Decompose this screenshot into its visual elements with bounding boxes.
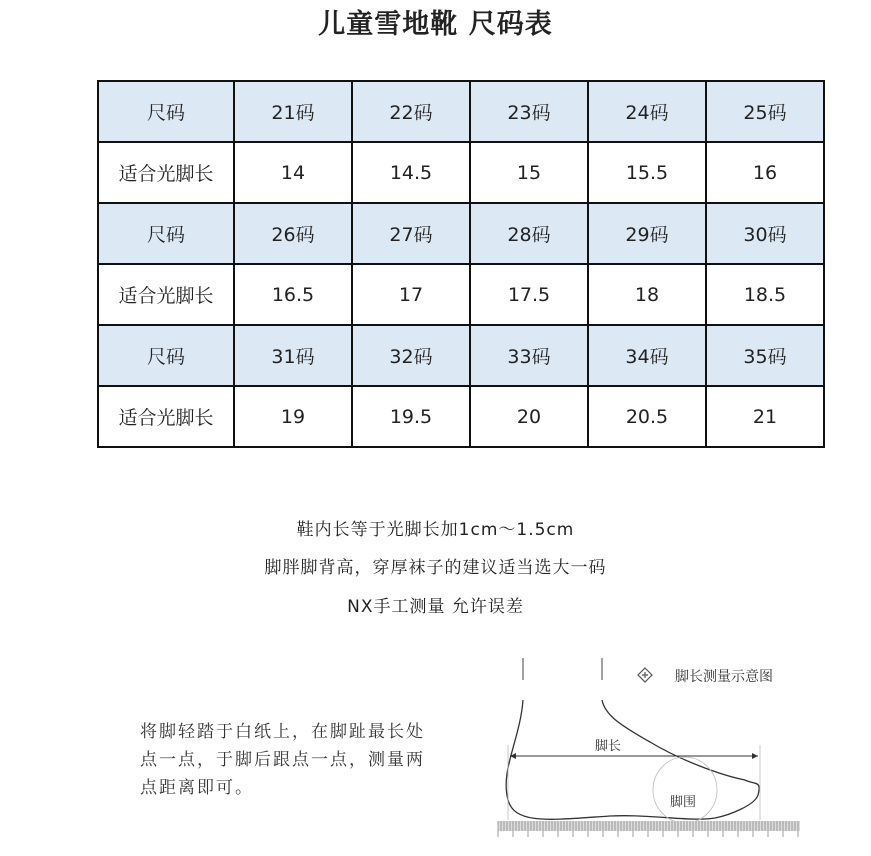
girth-label: 脚围	[670, 795, 697, 810]
size-table	[97, 80, 825, 448]
table-cell: 17	[352, 264, 470, 325]
length-label: 脚长	[595, 739, 622, 754]
page-title: 儿童雪地靴 尺码表	[318, 9, 553, 40]
table-cell: 23码	[470, 81, 588, 142]
row-label: 尺码	[98, 81, 234, 142]
table-cell: 15	[470, 142, 588, 203]
row-label: 适合光脚长	[98, 386, 234, 447]
table-cell: 15.5	[588, 142, 706, 203]
table-cell: 18.5	[706, 264, 824, 325]
note-tolerance: NX手工测量 允许误差	[347, 597, 524, 617]
table-cell: 16	[706, 142, 824, 203]
row-label: 尺码	[98, 203, 234, 264]
foot-measure-diagram	[490, 640, 871, 856]
diagram-caption: 脚长测量示意图	[675, 669, 773, 685]
table-cell: 25码	[706, 81, 824, 142]
table-cell: 21码	[234, 81, 352, 142]
table-cell: 35码	[706, 325, 824, 386]
size-row	[98, 81, 824, 142]
table-cell: 17.5	[470, 264, 588, 325]
size-row	[98, 203, 824, 264]
table-cell: 19	[234, 386, 352, 447]
table-cell: 24码	[588, 81, 706, 142]
note-size-up: 脚胖脚背高，穿厚袜子的建议适当选大一码	[264, 558, 607, 578]
foot-length-row	[98, 386, 824, 447]
table-cell: 31码	[234, 325, 352, 386]
table-cell: 32码	[352, 325, 470, 386]
table-cell: 21	[706, 386, 824, 447]
table-cell: 33码	[470, 325, 588, 386]
table-cell: 20.5	[588, 386, 706, 447]
foot-outline	[506, 700, 759, 819]
table-cell: 18	[588, 264, 706, 325]
table-cell: 30码	[706, 203, 824, 264]
table-cell: 20	[470, 386, 588, 447]
size-row	[98, 325, 824, 386]
table-cell: 22码	[352, 81, 470, 142]
table-cell: 14	[234, 142, 352, 203]
foot-length-row	[98, 264, 824, 325]
note-inner-length: 鞋内长等于光脚长加1cm～1.5cm	[296, 520, 575, 540]
table-cell: 16.5	[234, 264, 352, 325]
row-label: 适合光脚长	[98, 142, 234, 203]
row-label: 尺码	[98, 325, 234, 386]
table-cell: 28码	[470, 203, 588, 264]
row-label: 适合光脚长	[98, 264, 234, 325]
table-cell: 26码	[234, 203, 352, 264]
table-cell: 19.5	[352, 386, 470, 447]
table-cell: 34码	[588, 325, 706, 386]
foot-length-row	[98, 142, 824, 203]
table-cell: 27码	[352, 203, 470, 264]
diamond-plus-icon	[638, 668, 652, 682]
table-cell: 14.5	[352, 142, 470, 203]
measure-instruction: 将脚轻踏于白纸上，在脚趾最长处点一点，于脚后跟点一点，测量两点距离即可。	[140, 722, 425, 798]
table-cell: 29码	[588, 203, 706, 264]
